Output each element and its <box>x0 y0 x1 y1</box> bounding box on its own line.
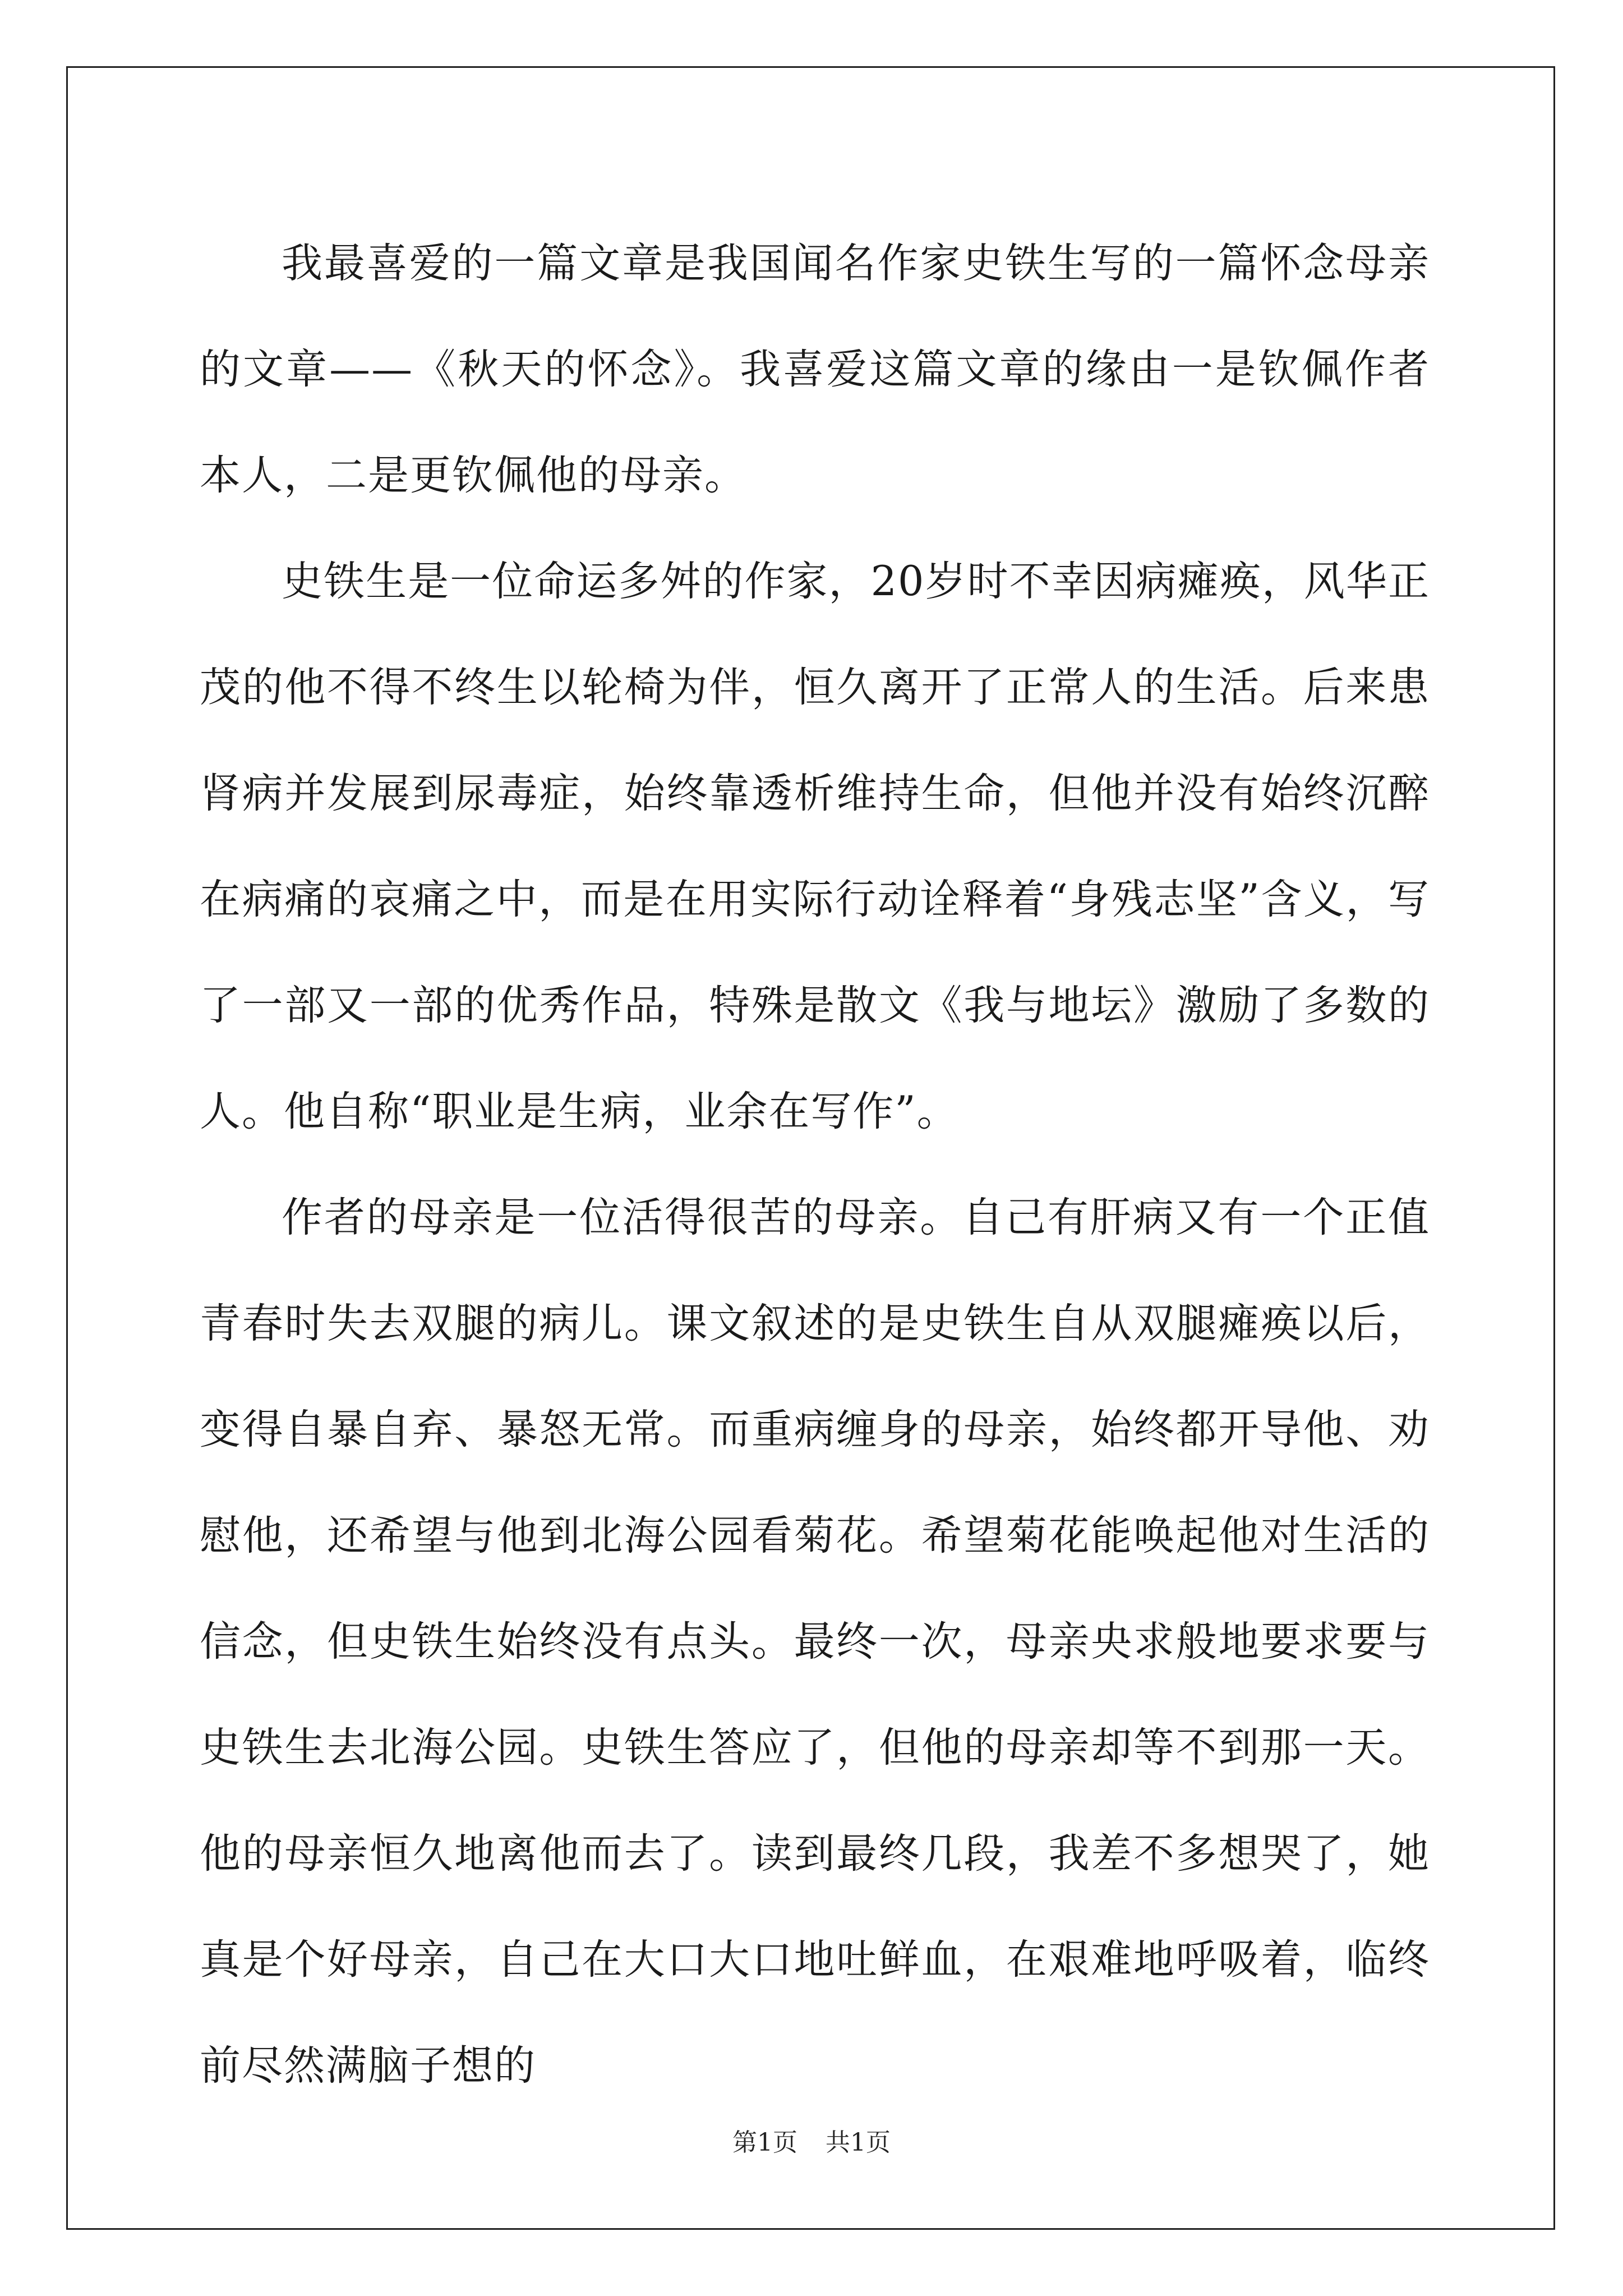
page-total: 共1页 <box>826 2128 891 2157</box>
paragraph-3: 作者的母亲是一位活得很苦的母亲。自己有肝病又有一个正值青春时失去双腿的病儿。课文叙述的是史铁生自从双腿瘫痪以后，变得自暴自弃、暴怒无常。而重病缠身的母亲，始终都开导他、劝慰他，还希望与他到北海公园看菊花。希望菊花能唤起他对生活的信念，但史铁生始终没有点头。最终一次，母亲央求般地要求要与史铁生去北海公园。史铁生答应了，但他的母亲却等不到那一天。他的母亲恒久地离他而去了。读到最终几段，我差不多想哭了，她真是个好母亲，自己在大口大口地吐鲜血，在艰难地呼吸着，临终前尽然满脑子想的 <box>200 1194 1430 2090</box>
paragraph-2: 史铁生是一位命运多舛的作家，20岁时不幸因病瘫痪，风华正茂的他不得不终生以轮椅为伴，恒久离开了正常人的生活。后来患肾病并发展到尿毒症，始终靠透析维持生命，但他并没有始终沉醉在病痛的哀痛之中，而是在用实际行动诠释着“身残志坚”含义，写了一部又一部的优秀作品，特殊是散文《我与地坛》激励了多数的人。他自称“职业是生病，业余在写作”。 <box>200 558 1430 1135</box>
document-body <box>200 210 1430 2119</box>
page-number: 第1页 <box>732 2128 797 2157</box>
page-footer <box>0 2126 1623 2160</box>
paragraph-1: 我最喜爱的一篇文章是我国闻名作家史铁生写的一篇怀念母亲的文章——《秋天的怀念》。我喜爱这篇文章的缘由一是钦佩作者本人，二是更钦佩他的母亲。 <box>200 240 1430 499</box>
